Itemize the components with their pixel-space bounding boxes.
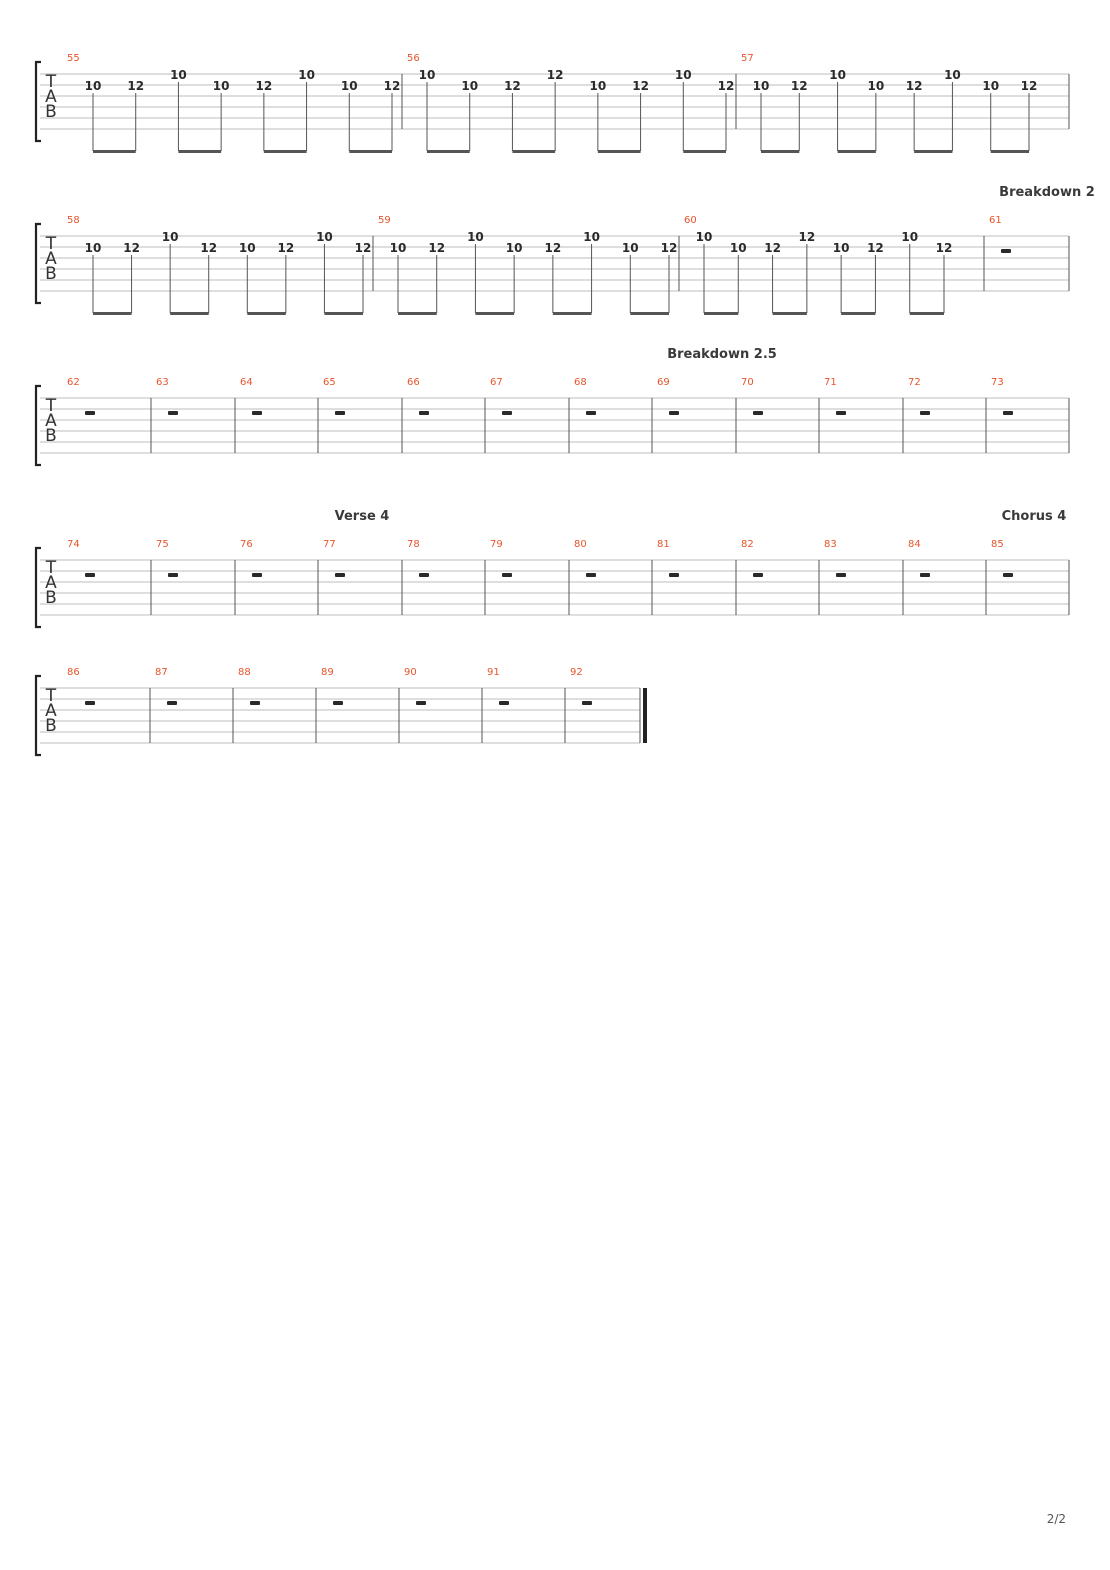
fret-number: 12 xyxy=(632,79,649,93)
measure-number: 90 xyxy=(404,667,417,678)
rest-symbol xyxy=(502,411,512,415)
rest-symbol xyxy=(419,411,429,415)
fret-number: 12 xyxy=(504,79,521,93)
tab-system xyxy=(36,53,1069,153)
fret-number: 10 xyxy=(505,241,523,255)
rest-symbol xyxy=(85,573,95,577)
rest-symbol xyxy=(499,701,509,705)
rest-symbol xyxy=(168,573,178,577)
measure-number: 56 xyxy=(407,53,420,64)
measure-number: 59 xyxy=(378,215,391,226)
tab-clef-letter: B xyxy=(45,264,57,284)
rest-symbol xyxy=(920,411,930,415)
rest-symbol xyxy=(836,573,846,577)
fret-number: 12 xyxy=(255,79,273,93)
note-beam xyxy=(398,312,437,315)
fret-number: 10 xyxy=(583,230,600,244)
tab-clef-letter: A xyxy=(45,701,57,721)
page-number: 2/2 xyxy=(1046,1512,1066,1526)
fret-number: 12 xyxy=(123,241,140,255)
measure xyxy=(323,509,389,577)
note-beam xyxy=(761,150,799,153)
note-beam xyxy=(475,312,514,315)
measure-number: 67 xyxy=(490,377,503,388)
measure-number: 85 xyxy=(991,539,1004,550)
tab-clef-letter: T xyxy=(45,686,57,706)
measure-number: 89 xyxy=(321,667,334,678)
rest-symbol xyxy=(1001,249,1011,253)
note-beam xyxy=(838,150,876,153)
fret-number: 12 xyxy=(764,241,781,255)
measure-number: 78 xyxy=(407,539,420,550)
fret-number: 12 xyxy=(428,241,446,255)
note-beam xyxy=(178,150,221,153)
measure-number: 79 xyxy=(490,539,503,550)
tab-clef-letter: A xyxy=(45,411,57,431)
fret-number: 12 xyxy=(798,230,816,244)
fret-number: 12 xyxy=(1020,79,1038,93)
fret-number: 12 xyxy=(660,241,678,255)
tablature-content xyxy=(36,53,1095,755)
note-beam xyxy=(427,150,470,153)
rest-symbol xyxy=(1003,411,1013,415)
measure-number: 76 xyxy=(240,539,253,550)
measure-number: 68 xyxy=(574,377,587,388)
measure-number: 87 xyxy=(155,667,168,678)
rest-symbol xyxy=(836,411,846,415)
measure-number: 57 xyxy=(741,53,754,64)
fret-number: 10 xyxy=(867,79,885,93)
fret-number: 10 xyxy=(461,79,479,93)
fret-number: 10 xyxy=(467,230,484,244)
tab-clef-letter: B xyxy=(45,102,57,122)
measure-number: 92 xyxy=(570,667,583,678)
rest-symbol xyxy=(1003,573,1013,577)
tab-system xyxy=(36,509,1069,627)
rest-symbol xyxy=(252,573,262,577)
fret-number: 12 xyxy=(905,79,923,93)
note-beam xyxy=(93,312,132,315)
note-beam xyxy=(773,312,807,315)
measure-number: 69 xyxy=(657,377,670,388)
tab-system xyxy=(36,667,647,755)
tab-clef-letter: A xyxy=(45,573,57,593)
tab-clef-letter: B xyxy=(45,426,57,446)
note-beam xyxy=(93,150,136,153)
fret-number: 10 xyxy=(982,79,1000,93)
fret-number: 12 xyxy=(790,79,808,93)
rest-symbol xyxy=(586,411,596,415)
measure-number: 82 xyxy=(741,539,754,550)
fret-number: 10 xyxy=(621,241,639,255)
note-beam xyxy=(553,312,592,315)
fret-number: 10 xyxy=(418,68,436,82)
measure-number: 60 xyxy=(684,215,697,226)
rest-symbol xyxy=(252,411,262,415)
measure-number: 88 xyxy=(238,667,251,678)
rest-symbol xyxy=(85,411,95,415)
measure-number: 77 xyxy=(323,539,336,550)
tab-clef-letter: A xyxy=(45,87,57,107)
tab-system xyxy=(36,185,1095,315)
tab-system xyxy=(36,347,1069,465)
rest-symbol xyxy=(669,573,679,577)
fret-number: 12 xyxy=(867,241,884,255)
note-beam xyxy=(598,150,641,153)
fret-number: 10 xyxy=(674,68,692,82)
measure-number: 91 xyxy=(487,667,500,678)
rest-symbol xyxy=(669,411,679,415)
fret-number: 10 xyxy=(84,79,102,93)
fret-number: 12 xyxy=(200,241,218,255)
note-beam xyxy=(841,312,875,315)
tab-clef-letter: T xyxy=(45,396,57,416)
note-beam xyxy=(914,150,952,153)
measure-number: 71 xyxy=(824,377,837,388)
fret-number: 10 xyxy=(589,79,607,93)
section-marker: Verse 4 xyxy=(334,509,390,524)
section-marker: Breakdown 2.5 xyxy=(667,347,777,362)
rest-symbol xyxy=(419,573,429,577)
rest-symbol xyxy=(502,573,512,577)
fret-number: 12 xyxy=(717,79,735,93)
rest-symbol xyxy=(753,411,763,415)
fret-number: 10 xyxy=(340,79,358,93)
measure-number: 65 xyxy=(323,377,336,388)
measure-number: 74 xyxy=(67,539,80,550)
measure-number: 55 xyxy=(67,53,80,64)
fret-number: 12 xyxy=(546,68,564,82)
rest-symbol xyxy=(333,701,343,705)
measure-number: 72 xyxy=(908,377,921,388)
fret-number: 12 xyxy=(354,241,372,255)
measure-number: 61 xyxy=(989,215,1002,226)
rest-symbol xyxy=(85,701,95,705)
note-beam xyxy=(324,312,363,315)
measure xyxy=(67,53,400,153)
rest-symbol xyxy=(250,701,260,705)
tab-clef-letter: T xyxy=(45,558,57,578)
rest-symbol xyxy=(753,573,763,577)
note-beam xyxy=(630,312,669,315)
rest-symbol xyxy=(168,411,178,415)
fret-number: 12 xyxy=(383,79,401,93)
tab-clef-letter: B xyxy=(45,588,57,608)
measure-number: 86 xyxy=(67,667,80,678)
fret-number: 10 xyxy=(238,241,256,255)
note-beam xyxy=(910,312,944,315)
measure xyxy=(667,347,777,415)
measure-number: 83 xyxy=(824,539,837,550)
measure-number: 63 xyxy=(156,377,169,388)
measure-number: 84 xyxy=(908,539,921,550)
rest-symbol xyxy=(586,573,596,577)
measure xyxy=(407,53,734,153)
note-beam xyxy=(704,312,738,315)
measure-number: 58 xyxy=(67,215,80,226)
measure-number: 81 xyxy=(657,539,670,550)
note-beam xyxy=(991,150,1029,153)
measure xyxy=(989,185,1095,253)
measure xyxy=(378,215,677,315)
tab-clef-letter: B xyxy=(45,716,57,736)
tab-clef-letter: T xyxy=(45,234,57,254)
note-beam xyxy=(170,312,209,315)
fret-number: 10 xyxy=(829,68,846,82)
measure-number: 62 xyxy=(67,377,80,388)
measure-number: 64 xyxy=(240,377,253,388)
rest-symbol xyxy=(920,573,930,577)
rest-symbol xyxy=(335,411,345,415)
note-beam xyxy=(683,150,726,153)
note-beam xyxy=(512,150,555,153)
measure xyxy=(991,509,1066,577)
measure xyxy=(741,53,1037,153)
section-marker: Breakdown 2 xyxy=(999,185,1095,200)
fret-number: 10 xyxy=(389,241,407,255)
fret-number: 10 xyxy=(901,230,919,244)
section-marker: Chorus 4 xyxy=(1001,509,1067,524)
fret-number: 10 xyxy=(212,79,230,93)
rest-symbol xyxy=(167,701,177,705)
measure-number: 70 xyxy=(741,377,754,388)
measure-number: 75 xyxy=(156,539,169,550)
tab-clef-letter: T xyxy=(45,72,57,92)
fret-number: 12 xyxy=(544,241,562,255)
measure xyxy=(684,215,952,315)
measure-number: 66 xyxy=(407,377,420,388)
rest-symbol xyxy=(416,701,426,705)
fret-number: 10 xyxy=(316,230,333,244)
note-beam xyxy=(247,312,286,315)
fret-number: 12 xyxy=(127,79,145,93)
fret-number: 10 xyxy=(752,79,770,93)
measure-number: 80 xyxy=(574,539,587,550)
tab-clef-letter: A xyxy=(45,249,57,269)
fret-number: 10 xyxy=(832,241,850,255)
final-barline xyxy=(643,688,647,743)
fret-number: 10 xyxy=(695,230,713,244)
fret-number: 10 xyxy=(944,68,961,82)
fret-number: 10 xyxy=(729,241,747,255)
fret-number: 10 xyxy=(170,68,187,82)
fret-number: 12 xyxy=(277,241,295,255)
measure-number: 73 xyxy=(991,377,1004,388)
rest-symbol xyxy=(335,573,345,577)
measure xyxy=(67,215,371,315)
fret-number: 10 xyxy=(298,68,315,82)
note-beam xyxy=(349,150,392,153)
fret-number: 12 xyxy=(935,241,953,255)
rest-symbol xyxy=(582,701,592,705)
note-beam xyxy=(264,150,307,153)
fret-number: 10 xyxy=(161,230,179,244)
fret-number: 10 xyxy=(84,241,102,255)
